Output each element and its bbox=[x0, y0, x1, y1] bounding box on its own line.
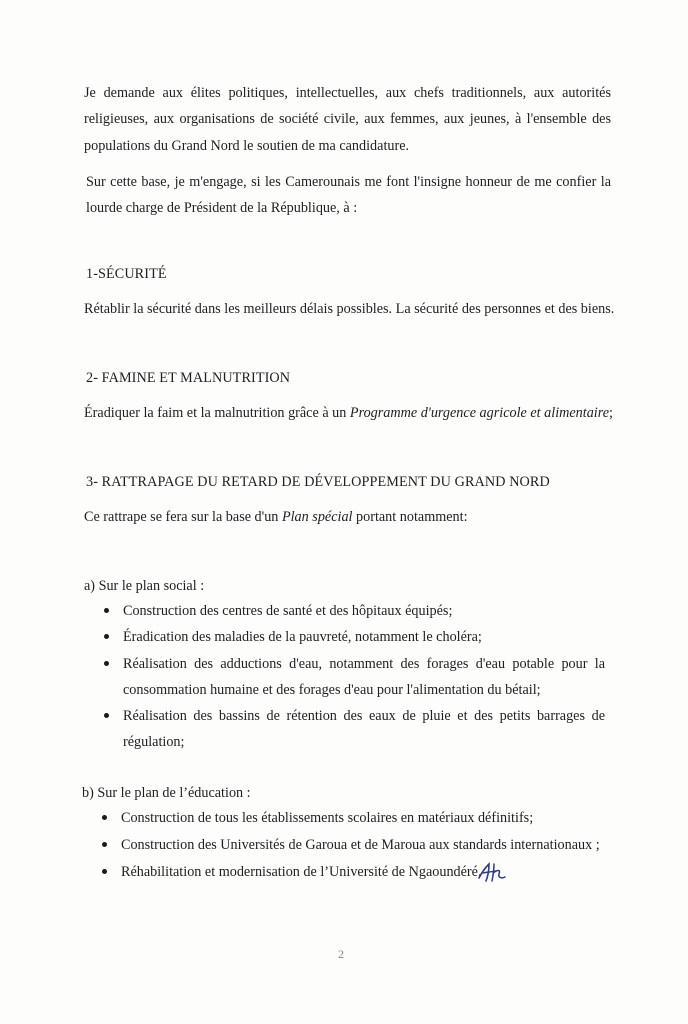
bullet-icon bbox=[104, 608, 109, 613]
signature-initials bbox=[477, 860, 507, 884]
section-1-text: Rétablir la sécurité dans les meilleurs délais possibles. La sécurité des personnes et des biens. bbox=[84, 301, 615, 317]
list-item: Réalisation des adductions d'eau, notamment des forages d'eau potable pour la bbox=[123, 656, 605, 672]
bullet-icon bbox=[102, 869, 107, 874]
list-item: Construction des Universités de Garoua et de Maroua aux standards internationaux ; bbox=[121, 837, 600, 853]
section-2-text bbox=[84, 404, 613, 422]
section-3-heading: 3- RATTRAPAGE DU RETARD DE DÉVELOPPEMENT DU GRAND NORD bbox=[86, 474, 550, 490]
page-number: 2 bbox=[338, 947, 344, 961]
section-3-intro-start: Ce rattrape se fera sur la base d'un bbox=[84, 509, 282, 525]
subsection-a-heading: a) Sur le plan social : bbox=[84, 578, 205, 594]
bullet-icon bbox=[104, 713, 109, 718]
bullet-icon bbox=[104, 634, 109, 639]
intro-paragraph-1-line-2: religieuses, aux organisations de société civile, aux femmes, aux jeunes, à l'ensemble des bbox=[84, 111, 611, 127]
list-item-continuation: consommation humaine et des forages d'eau pour l'alimentation du bétail; bbox=[123, 682, 541, 698]
section-2-text-end: ; bbox=[609, 405, 613, 421]
bullet-icon bbox=[102, 842, 107, 847]
bullet-icon bbox=[102, 815, 107, 820]
section-3-intro-end: portant notamment: bbox=[352, 509, 468, 525]
list-item: Construction des centres de santé et des hôpitaux équipés; bbox=[123, 603, 453, 619]
list-item: Construction de tous les établissements scolaires en matériaux définitifs; bbox=[121, 810, 534, 826]
plan-name: Plan spécial bbox=[281, 509, 353, 525]
intro-paragraph-2-line-2: lourde charge de Président de la République, à : bbox=[86, 200, 358, 216]
section-2-text-start: Éradiquer la faim et la malnutrition grâce à un bbox=[84, 405, 350, 421]
intro-paragraph-2-line-1: Sur cette base, je m'engage, si les Camerounais me font l'insigne honneur de me confier la bbox=[86, 174, 611, 190]
program-name: Programme d'urgence agricole et alimentaire bbox=[349, 405, 610, 421]
list-item: Réalisation des bassins de rétention des eaux de pluie et des petits barrages de bbox=[123, 708, 605, 724]
intro-paragraph-1-line-1: Je demande aux élites politiques, intellectuelles, aux chefs traditionnels, aux autorités bbox=[84, 85, 611, 101]
subsection-b-heading: b) Sur le plan de l’éducation : bbox=[82, 785, 251, 801]
bullet-icon bbox=[104, 661, 109, 666]
list-item-continuation: régulation; bbox=[123, 734, 185, 750]
section-1-heading: 1-SÉCURITÉ bbox=[86, 266, 167, 282]
section-3-intro bbox=[84, 508, 468, 526]
list-item: Réhabilitation et modernisation de l’Université de Ngaoundéré. bbox=[121, 864, 482, 880]
list-item: Éradication des maladies de la pauvreté, notamment le choléra; bbox=[123, 629, 482, 645]
intro-paragraph-1-line-3: populations du Grand Nord le soutien de ma candidature. bbox=[84, 138, 410, 154]
section-2-heading: 2- FAMINE ET MALNUTRITION bbox=[86, 370, 291, 386]
